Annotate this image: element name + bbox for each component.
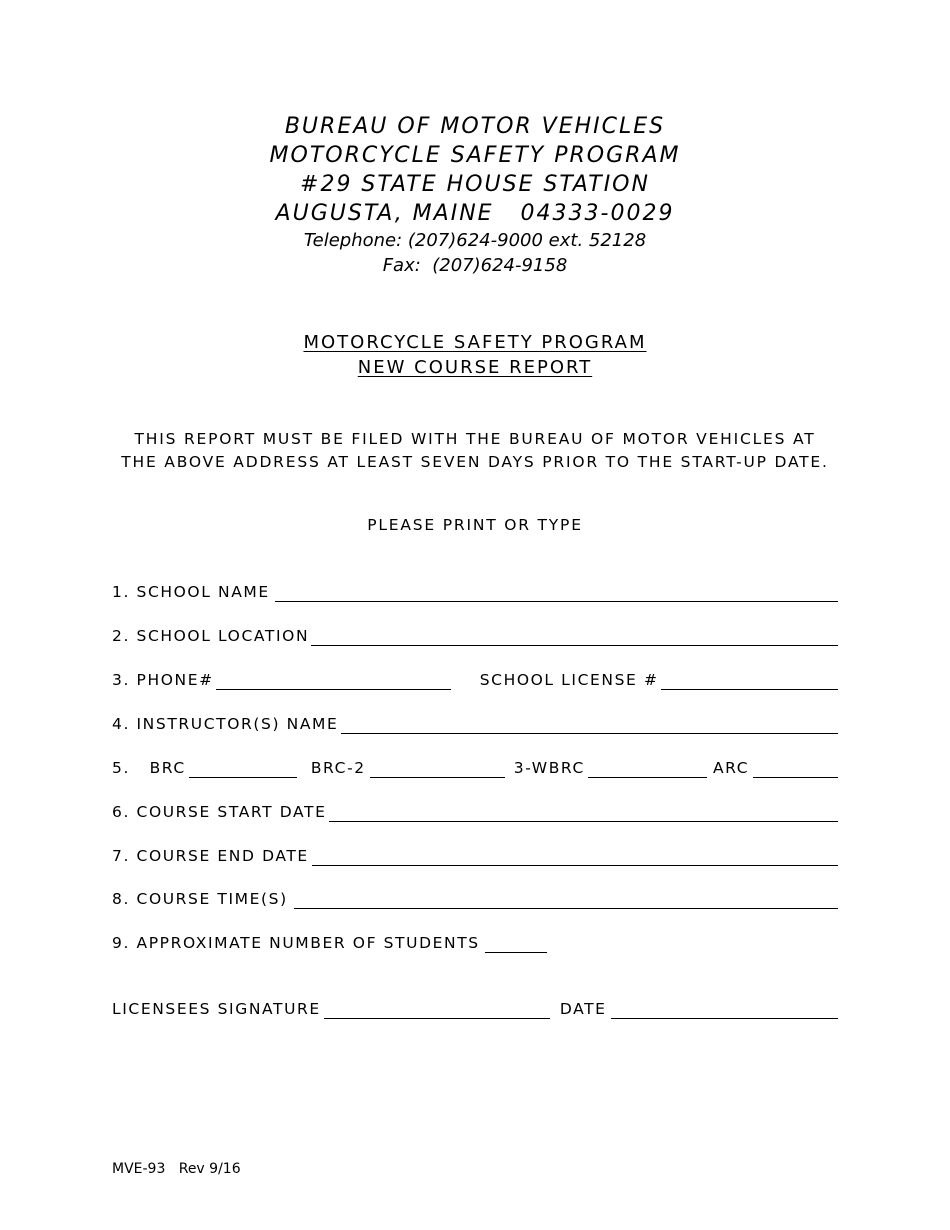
date-label: DATE [559, 1000, 607, 1018]
course-times-field[interactable] [294, 892, 838, 909]
fax: Fax: (207)624-9158 [382, 255, 568, 276]
print-instruction: PLEASE PRINT OR TYPE [367, 516, 583, 534]
date-field[interactable] [611, 1002, 838, 1019]
course-times-label: 8. COURSE TIME(S) [112, 890, 288, 908]
filing-notice [0, 428, 950, 474]
arc-field[interactable] [753, 761, 838, 778]
wbrc-field[interactable] [588, 761, 707, 778]
start-date-row [112, 802, 838, 822]
form-number: MVE-93 Rev 9/16 [112, 1161, 241, 1177]
course-type-row [112, 758, 838, 778]
instructors-label: 4. INSTRUCTOR(S) NAME [112, 715, 339, 733]
address-station: #29 STATE HOUSE STATION [300, 172, 650, 197]
school-name-field[interactable] [275, 585, 838, 602]
form-title-line2: NEW COURSE REPORT [357, 357, 593, 378]
end-date-field[interactable] [312, 849, 838, 866]
school-name-label: 1. SCHOOL NAME [112, 583, 270, 601]
school-license-label: SCHOOL LICENSE # [479, 671, 659, 689]
phone-license-row [112, 670, 838, 690]
course-times-row [112, 889, 838, 909]
students-label: 9. APPROXIMATE NUMBER OF STUDENTS [112, 934, 480, 952]
school-location-row [112, 626, 838, 646]
form-title [0, 330, 950, 380]
brc-field[interactable] [189, 761, 297, 778]
phone-field[interactable] [216, 673, 451, 690]
brc-label: 5. BRC [112, 759, 186, 777]
brc2-field[interactable] [370, 761, 505, 778]
start-date-label: 6. COURSE START DATE [112, 803, 327, 821]
notice-line1: THIS REPORT MUST BE FILED WITH THE BUREAU OF MOTOR VEHICLES AT [134, 430, 816, 448]
brc2-label: BRC-2 [310, 759, 366, 777]
form-title-line1: MOTORCYCLE SAFETY PROGRAM [303, 332, 647, 353]
notice-line2: THE ABOVE ADDRESS AT LEAST SEVEN DAYS PRIOR TO THE START-UP DATE. [121, 453, 829, 471]
end-date-row [112, 846, 838, 866]
signature-field[interactable] [324, 1002, 550, 1019]
students-field[interactable] [485, 936, 547, 953]
signature-row [112, 999, 838, 1019]
students-row [112, 933, 838, 953]
telephone: Telephone: (207)624-9000 ext. 52128 [303, 230, 647, 251]
school-location-field[interactable] [311, 629, 838, 646]
wbrc-label: 3-WBRC [513, 759, 585, 777]
start-date-field[interactable] [329, 805, 838, 822]
address-city: AUGUSTA, MAINE 04333-0029 [275, 201, 675, 226]
instructors-row [112, 714, 838, 734]
school-location-label: 2. SCHOOL LOCATION [112, 627, 310, 645]
arc-label: ARC [712, 759, 750, 777]
signature-label: LICENSEES SIGNATURE [112, 1000, 321, 1018]
school-name-row [112, 582, 838, 602]
school-license-field[interactable] [661, 673, 838, 690]
program-name: MOTORCYCLE SAFETY PROGRAM [269, 143, 681, 168]
end-date-label: 7. COURSE END DATE [112, 847, 309, 865]
instructors-field[interactable] [341, 717, 838, 734]
phone-label: 3. PHONE# [112, 671, 214, 689]
agency-name: BUREAU OF MOTOR VEHICLES [284, 114, 666, 139]
agency-header [0, 112, 950, 278]
